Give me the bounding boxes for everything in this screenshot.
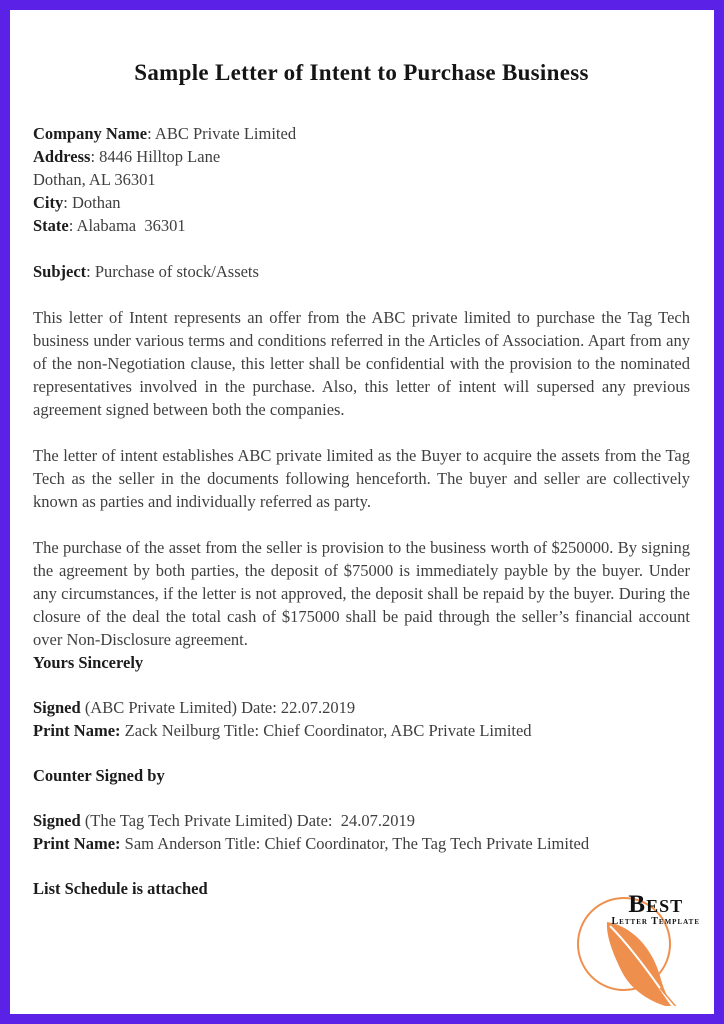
info-value: : 8446 Hilltop Lane [90, 147, 221, 166]
logo-tagline: Letter Template [611, 916, 700, 927]
subject-value: : Purchase of stock/Assets [86, 262, 259, 281]
print-name-value: Sam Anderson Title: Chief Coordinator, The Tag Tech Private Limited [120, 834, 590, 853]
body-paragraph-1: This letter of Intent represents an offer from the ABC private limited to purchase the Tag Tech business under various terms and conditions referred in the Articles of Association. Apart from any of the non-Negotiation clause, this letter shall be confidential with the provision to the nominated representatives involved in the purchase. Also, this letter of intent will supersed any previous agreement signed between both the companies. [33, 308, 690, 419]
logo-brand-text: Best [628, 891, 684, 918]
info-line-state [33, 214, 690, 237]
body-paragraph-3: The purchase of the asset from the seller is provision to the business worth of $250000. By signing the agreement by both parties, the deposit of $75000 is immediately payble by the buyer. Under any circumstances, if the letter is not approved, the deposit shall be repaid by the buyer. During the closure of the deal the total cash of $175000 shall be paid through the seller’s financial account over Non-Disclosure agreement. [33, 538, 690, 649]
brand-logo [572, 884, 702, 1006]
signed-value: (ABC Private Limited) Date: 22.07.2019 [80, 698, 356, 717]
print-name-value: Zack Neilburg Title: Chief Coordinator, ABC Private Limited [120, 721, 532, 740]
subject-label: Subject [33, 262, 87, 281]
signature-block-primary [33, 696, 690, 742]
print-name-line [33, 832, 690, 855]
info-value: : Dothan [63, 193, 121, 212]
attachment-note: List Schedule is attached [33, 879, 208, 898]
info-label: Address [33, 147, 91, 166]
subject-line [33, 260, 690, 283]
print-name-label: Print Name: [33, 721, 121, 740]
logo-text [611, 891, 700, 928]
signed-line [33, 809, 690, 832]
letter-title: Sample Letter of Intent to Purchase Business [134, 60, 589, 85]
signed-label: Signed [33, 811, 81, 830]
info-value: : Alabama 36301 [68, 216, 186, 235]
info-value: Dothan, AL 36301 [33, 170, 156, 189]
signature-block-counter [33, 809, 690, 855]
signed-label: Signed [33, 698, 81, 717]
info-line-city [33, 191, 690, 214]
print-name-label: Print Name: [33, 834, 121, 853]
info-label: Company Name [33, 124, 148, 143]
info-value: : ABC Private Limited [147, 124, 297, 143]
body-paragraph-2: The letter of intent establishes ABC private limited as the Buyer to acquire the assets from the Tag Tech as the seller in the documents following henceforth. The buyer and seller are collectively known as parties and individually referred as party. [33, 446, 690, 511]
counter-signed-heading: Counter Signed by [33, 766, 165, 785]
info-label: City [33, 193, 64, 212]
company-info-block [33, 122, 690, 237]
info-line-citystate [33, 168, 690, 191]
info-line-company [33, 122, 690, 145]
print-name-line [33, 719, 690, 742]
signed-line [33, 696, 690, 719]
info-label: State [33, 216, 69, 235]
signed-value: (The Tag Tech Private Limited) Date: 24.07.2019 [80, 811, 416, 830]
info-line-address [33, 145, 690, 168]
closing-line: Yours Sincerely [33, 653, 144, 672]
